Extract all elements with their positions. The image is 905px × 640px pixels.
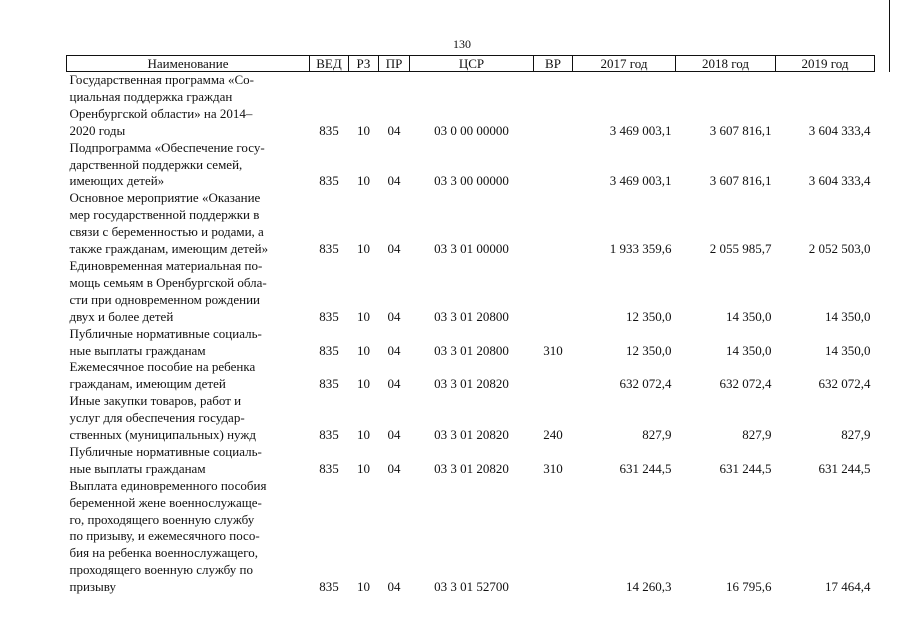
table-row [67, 258, 875, 326]
row-csr: 03 3 01 20800 [434, 342, 509, 358]
row-pr: 04 [387, 579, 401, 595]
row-2017: 14 260,3 [626, 579, 672, 595]
row-name: Ежемесячное пособие на ребенка гражданам, имеющим детей [69, 359, 256, 392]
row-rz: 10 [357, 173, 370, 189]
budget-table [66, 55, 875, 596]
row-2017: 12 350,0 [626, 308, 672, 324]
row-2017: 1 933 359,6 [609, 241, 672, 257]
header-rz: РЗ [349, 56, 379, 72]
row-2018: 827,9 [742, 427, 772, 443]
row-ved: 835 [319, 427, 339, 443]
row-2018: 14 350,0 [726, 342, 772, 358]
row-pr: 04 [387, 376, 401, 392]
row-vr [534, 258, 573, 326]
row-pr: 04 [387, 308, 401, 324]
row-2017: 3 469 003,1 [609, 173, 672, 189]
row-csr: 03 3 01 20820 [434, 460, 509, 476]
page-number: 130 [453, 37, 471, 51]
row-2017: 3 469 003,1 [609, 122, 672, 138]
table-row [67, 72, 875, 140]
header-2018: 2018 год [676, 56, 776, 72]
row-pr: 04 [387, 173, 401, 189]
row-rz: 10 [357, 122, 370, 138]
table-row [67, 140, 875, 191]
row-ved: 835 [319, 460, 339, 476]
row-csr: 03 3 01 20820 [434, 376, 509, 392]
row-2018: 631 244,5 [719, 460, 772, 476]
row-ved: 835 [319, 241, 339, 257]
row-pr: 04 [387, 122, 401, 138]
row-csr: 03 3 01 20820 [434, 427, 509, 443]
row-2019: 14 350,0 [825, 308, 871, 324]
row-name: Публичные нормативные социаль- ные выплаты гражданам [69, 325, 262, 358]
row-csr: 03 0 00 00000 [434, 122, 509, 138]
row-rz: 10 [357, 460, 370, 476]
row-2018: 2 055 985,7 [709, 241, 772, 257]
row-2019: 3 604 333,4 [808, 173, 871, 189]
row-csr: 03 3 01 20800 [434, 308, 509, 324]
row-pr: 04 [387, 460, 401, 476]
row-name: Единовременная материальная по- мощь семьям в Оренбургской обла- сти при одновременном рождении двух и более детей [69, 257, 267, 324]
row-2018: 16 795,6 [726, 579, 772, 595]
header-csr: ЦСР [410, 56, 534, 72]
row-rz: 10 [357, 427, 370, 443]
row-ved: 835 [319, 342, 339, 358]
row-2018: 3 607 816,1 [709, 173, 772, 189]
row-vr: 310 [543, 342, 563, 358]
row-vr [534, 72, 573, 140]
row-ved: 835 [319, 308, 339, 324]
margin-rule [889, 0, 890, 72]
row-pr: 04 [387, 427, 401, 443]
table-row [67, 444, 875, 478]
row-vr [534, 190, 573, 258]
table-row [67, 359, 875, 393]
row-rz: 10 [357, 376, 370, 392]
row-name: Иные закупки товаров, работ и услуг для обеспечения государ- ственных (муниципальных) нужд [69, 393, 256, 443]
row-csr: 03 3 00 00000 [434, 173, 509, 189]
row-2019: 632 072,4 [818, 376, 871, 392]
table-row [67, 326, 875, 360]
table-row [67, 478, 875, 596]
row-vr [534, 140, 573, 191]
row-2019: 17 464,4 [825, 579, 871, 595]
row-2017: 632 072,4 [619, 376, 672, 392]
row-ved: 835 [319, 122, 339, 138]
row-vr: 240 [543, 427, 563, 443]
row-csr: 03 3 01 00000 [434, 241, 509, 257]
row-vr [534, 359, 573, 393]
row-2017: 827,9 [642, 427, 672, 443]
row-pr: 04 [387, 241, 401, 257]
row-ved: 835 [319, 376, 339, 392]
row-pr: 04 [387, 342, 401, 358]
table-row [67, 190, 875, 258]
row-2019: 3 604 333,4 [808, 122, 871, 138]
row-name: Подпрограмма «Обеспечение госу- дарственной поддержки семей, имеющих детей» [69, 139, 265, 189]
row-name: Выплата единовременного пособия беременной жене военнослужаще- го, проходящего военную службу по призыву, и ежемесячного посо- бия на ребенка военнослужащего, проходящего военную службу по призыву [69, 477, 267, 595]
row-rz: 10 [357, 342, 370, 358]
row-csr: 03 3 01 52700 [434, 579, 509, 595]
row-vr: 310 [543, 460, 563, 476]
row-name: Государственная программа «Со- циальная поддержка граждан Оренбургской области» на 2014– 2020 годы [69, 72, 255, 138]
row-name: Основное мероприятие «Оказание мер государственной поддержки в связи с беременностью и родами, а также гражданам, имеющим детей» [69, 190, 269, 257]
header-pr: ПР [379, 56, 410, 72]
row-2019: 631 244,5 [818, 460, 871, 476]
row-2018: 14 350,0 [726, 308, 772, 324]
header-2019: 2019 год [776, 56, 875, 72]
row-rz: 10 [357, 308, 370, 324]
row-2019: 2 052 503,0 [808, 241, 871, 257]
row-ved: 835 [319, 579, 339, 595]
header-name: Наименование [67, 56, 310, 72]
row-name: Публичные нормативные социаль- ные выплаты гражданам [69, 443, 262, 476]
row-ved: 835 [319, 173, 339, 189]
row-2019: 14 350,0 [825, 342, 871, 358]
header-vr: ВР [534, 56, 573, 72]
table-row [67, 393, 875, 444]
row-2018: 632 072,4 [719, 376, 772, 392]
row-2019: 827,9 [841, 427, 871, 443]
row-2017: 12 350,0 [626, 342, 672, 358]
row-2017: 631 244,5 [619, 460, 672, 476]
header-2017: 2017 год [573, 56, 676, 72]
table-header [67, 56, 875, 72]
row-rz: 10 [357, 241, 370, 257]
row-rz: 10 [357, 579, 370, 595]
header-ved: ВЕД [310, 56, 349, 72]
row-vr [534, 478, 573, 596]
row-2018: 3 607 816,1 [709, 122, 772, 138]
